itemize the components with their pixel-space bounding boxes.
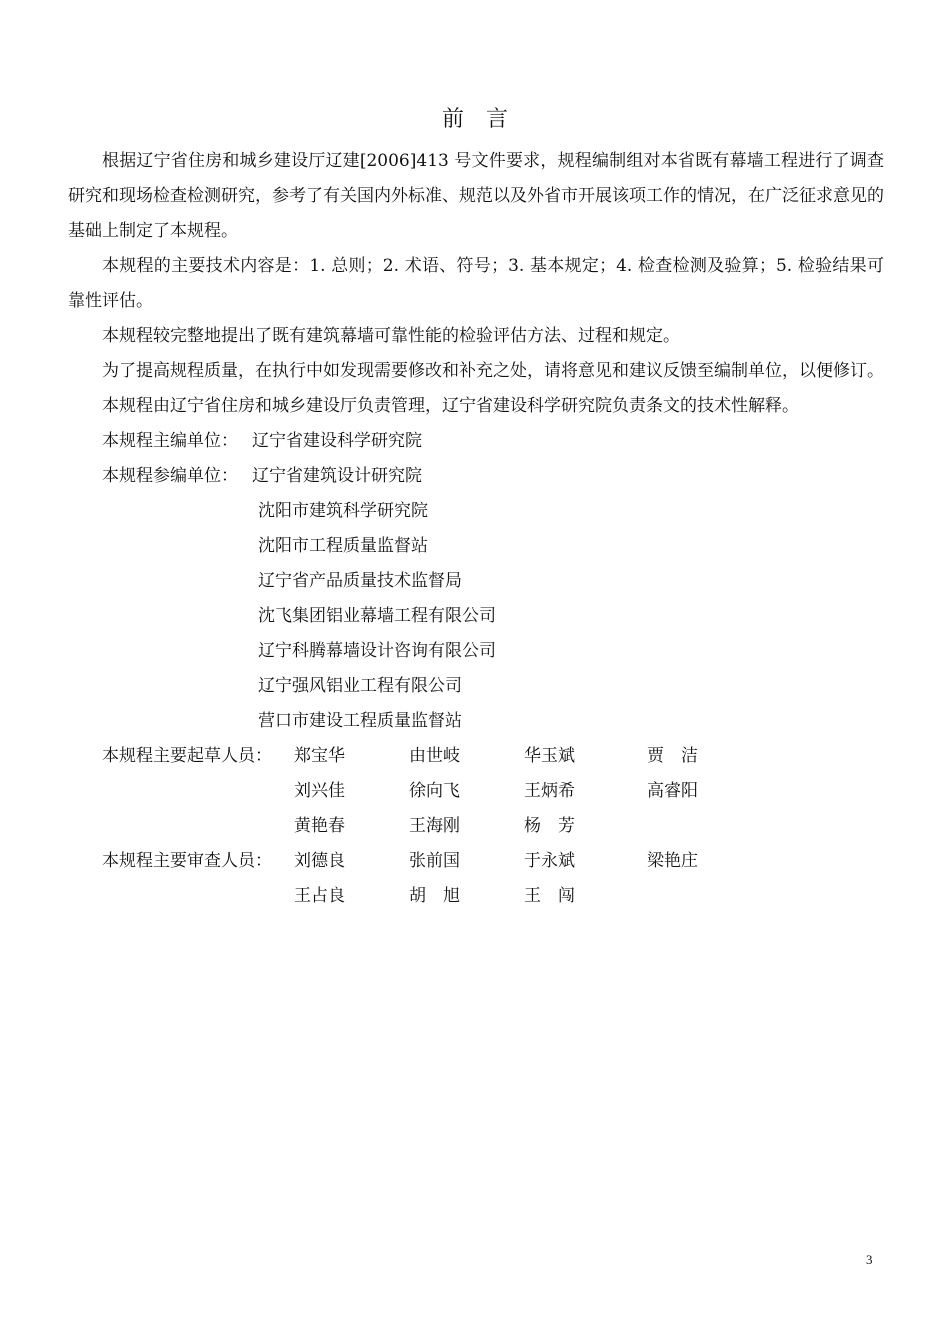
drafter-name: 华玉斌 <box>524 746 575 766</box>
participating-unit-row <box>68 494 884 529</box>
drafter-row <box>68 739 884 774</box>
participating-unit-name: 沈飞集团铝业幕墙工程有限公司 <box>258 606 496 626</box>
reviewer-name: 刘德良 <box>294 851 345 871</box>
reviewer-name: 王占良 <box>294 886 345 906</box>
drafter-row-spacer <box>68 774 294 809</box>
drafter-name: 高睿阳 <box>647 781 698 801</box>
method-paragraph: 本规程较完整地提出了既有建筑幕墙可靠性能的检验评估方法、过程和规定。 <box>102 326 680 346</box>
reviewer-label: 本规程主要审查人员： <box>102 851 272 871</box>
intro-paragraph: 根据辽宁省住房和城乡建设厅辽建[2006]413 号文件要求，规程编制组对本省既有幕墙工程进行了调查研究和现场检查检测研究，参考了有关国内外标准、规范以及外省市开展该项工作的情况，在广泛征求意见的基础上制定了本规程。 <box>68 151 884 241</box>
page-title: 前 言 <box>441 107 508 132</box>
participating-unit-row <box>68 599 884 634</box>
reviewer-name: 王 闯 <box>524 886 575 906</box>
drafter-label: 本规程主要起草人员： <box>102 746 272 766</box>
chief-unit-name: 辽宁省建设科学研究院 <box>252 431 422 451</box>
participating-unit-name: 营口市建设工程质量监督站 <box>258 711 462 731</box>
participating-unit-row <box>68 634 884 669</box>
participating-unit-row <box>68 564 884 599</box>
document-body <box>68 144 884 914</box>
participating-unit-row <box>68 459 884 494</box>
chief-unit-row <box>68 424 884 459</box>
participating-unit-name: 辽宁省产品质量技术监督局 <box>258 571 462 591</box>
reviewer-row-spacer <box>68 879 294 914</box>
page-number: 3 <box>866 1252 873 1267</box>
drafter-row-spacer <box>68 809 294 844</box>
management-paragraph: 本规程由辽宁省住房和城乡建设厅负责管理，辽宁省建设科学研究院负责条文的技术性解释。 <box>102 396 799 416</box>
drafter-name: 郑宝华 <box>294 746 345 766</box>
participating-unit-row <box>68 669 884 704</box>
participating-unit-name: 辽宁省建筑设计研究院 <box>252 466 422 486</box>
drafter-name: 徐向飞 <box>409 781 460 801</box>
drafter-name: 王炳希 <box>524 781 575 801</box>
reviewer-name: 于永斌 <box>524 851 575 871</box>
drafter-name: 黄艳春 <box>294 816 345 836</box>
drafter-name: 贾 洁 <box>647 746 698 766</box>
reviewer-row <box>68 879 884 914</box>
reviewer-name: 张前国 <box>409 851 460 871</box>
reviewer-name: 胡 旭 <box>409 886 460 906</box>
participating-unit-row <box>68 529 884 564</box>
drafter-row <box>68 809 884 844</box>
feedback-paragraph: 为了提高规程质量，在执行中如发现需要修改和补充之处，请将意见和建议反馈至编制单位，以便修订。 <box>102 361 884 381</box>
drafter-name: 刘兴佳 <box>294 781 345 801</box>
participating-unit-name: 沈阳市建筑科学研究院 <box>258 501 428 521</box>
drafter-name: 由世岐 <box>409 746 460 766</box>
participating-unit-name: 辽宁强风铝业工程有限公司 <box>258 676 462 696</box>
content-paragraph: 本规程的主要技术内容是：1. 总则；2. 术语、符号；3. 基本规定；4. 检查检测及验算；5. 检验结果可靠性评估。 <box>68 256 884 311</box>
drafter-row <box>68 774 884 809</box>
reviewer-row <box>68 844 884 879</box>
participating-unit-name: 辽宁科腾幕墙设计咨询有限公司 <box>258 641 496 661</box>
participating-unit-label: 本规程参编单位： <box>102 466 238 486</box>
participating-unit-row <box>68 704 884 739</box>
drafter-name: 王海刚 <box>409 816 460 836</box>
chief-unit-label: 本规程主编单位： <box>102 431 238 451</box>
drafter-name: 杨 芳 <box>524 816 575 836</box>
reviewer-name: 梁艳庄 <box>647 851 698 871</box>
participating-unit-name: 沈阳市工程质量监督站 <box>258 536 428 556</box>
